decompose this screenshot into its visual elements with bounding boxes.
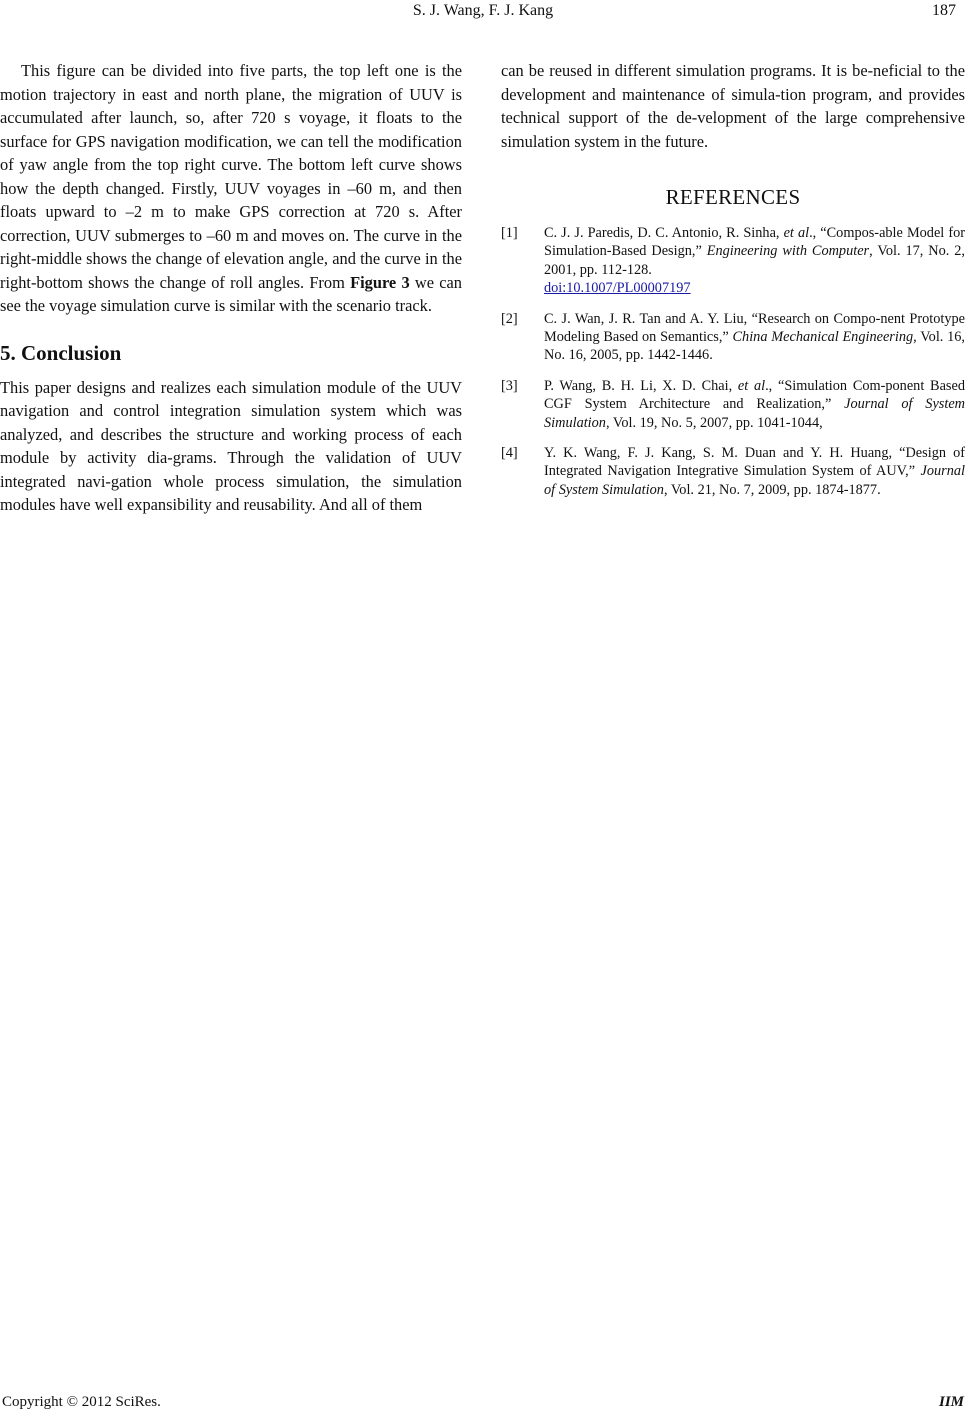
reference-details: , Vol. 21, No. 7, 2009, pp. 1874-1877. bbox=[663, 481, 881, 498]
copyright-notice: Copyright © 2012 SciRes. bbox=[2, 1394, 161, 1410]
reference-number: [1] bbox=[501, 225, 518, 241]
journal-abbreviation: IIM bbox=[938, 1394, 964, 1410]
reference-journal: Engineering with Computer bbox=[706, 243, 870, 260]
reference-authors: C. J. J. Paredis, D. C. Antonio, R. Sinha, bbox=[544, 225, 784, 241]
reference-doi-link[interactable]: doi:10.1007/PL00007197 bbox=[544, 280, 691, 297]
reference-item bbox=[501, 377, 965, 432]
figure-reference: Figure 3 bbox=[350, 272, 410, 292]
paragraph-text: This figure can be divided into five parts, the top left one is the motion trajectory in east and north plane, the migration of UUV is accumulated after launch, so, after 720 s voyage, it floats to the surface for GPS navigation modification, we can tell the modification of yaw angle from the top right curve. The bottom left curve shows how the depth changed. Firstly, UUV voyages in –60 m, and then floats upward to –2 m to make GPS correction at 720 s. After correction, UUV submerges to –60 m and moves on. The curve in the right-middle shows the change of elevation angle, and the curve in the right-bottom shows the change of roll angles. From bbox=[0, 61, 462, 292]
reference-number: [4] bbox=[501, 445, 518, 462]
section-heading-conclusion: 5. Conclusion bbox=[0, 340, 122, 365]
right-column bbox=[501, 59, 965, 511]
left-column bbox=[0, 59, 462, 517]
paragraph-text: we can see the voyage simulation curve is similar with the scenario track. bbox=[0, 272, 462, 315]
reference-authors-title: Y. K. Wang, F. J. Kang, S. M. Duan and Y. H. Huang, “Design of Integrated Navigation Integrative Simulation System of AUV,” bbox=[544, 445, 965, 480]
reference-number: [3] bbox=[501, 377, 518, 394]
reference-list bbox=[501, 224, 965, 499]
reference-title: ., “Compos-able Model for Simulation-Based Design,” bbox=[544, 225, 966, 260]
reference-details: , Vol. 16, No. 16, 2005, pp. 1442-1446. bbox=[544, 329, 965, 364]
reference-journal: Journal of System Simulation bbox=[544, 463, 965, 498]
page-header bbox=[0, 0, 966, 30]
reference-item bbox=[501, 310, 965, 365]
reference-item bbox=[501, 444, 965, 499]
reference-journal: China Mechanical Engineering bbox=[732, 329, 914, 346]
running-head: S. J. Wang, F. J. Kang bbox=[412, 2, 554, 19]
reference-number: [2] bbox=[501, 310, 518, 327]
conclusion-continued-paragraph: can be reused in different simulation programs. It is be-neficial to the development and maintenance of simula-tion program, and provides technical support of the de-velopment of the large comprehensive simulation system in the future. bbox=[501, 61, 965, 151]
reference-authors-title: C. J. Wan, J. R. Tan and A. Y. Liu, “Research on Compo-nent Prototype Modeling Based on Semantics,” bbox=[544, 310, 965, 346]
reference-details: , Vol. 17, No. 2, 2001, pp. 112-128. bbox=[544, 243, 966, 278]
page-footer bbox=[0, 1394, 966, 1414]
conclusion-paragraph: This paper designs and realizes each simulation module of the UUV navigation and control integration simulation system which was analyzed, and describes the structure and working process of each module by activity dia-grams. Through the validation of UUV integrated navi-gation whole process simulation, the simulation modules have well expansibility and reusability. And all of them bbox=[0, 377, 462, 514]
reference-authors: P. Wang, B. H. Li, X. D. Chai, bbox=[544, 377, 738, 394]
figure-description-paragraph bbox=[0, 59, 462, 318]
reference-title: ., “Simulation Com-ponent Based CGF System Architecture and Realization,” bbox=[544, 377, 965, 413]
reference-etal: et al bbox=[737, 377, 766, 394]
reference-details: , Vol. 19, No. 5, 2007, pp. 1041-1044, bbox=[605, 414, 823, 431]
reference-item bbox=[501, 224, 965, 298]
reference-journal: Journal of System Simulation bbox=[544, 396, 965, 431]
references-heading: REFERENCES bbox=[665, 185, 801, 209]
reference-etal: et al bbox=[783, 225, 810, 241]
page-number: 187 bbox=[932, 2, 956, 19]
